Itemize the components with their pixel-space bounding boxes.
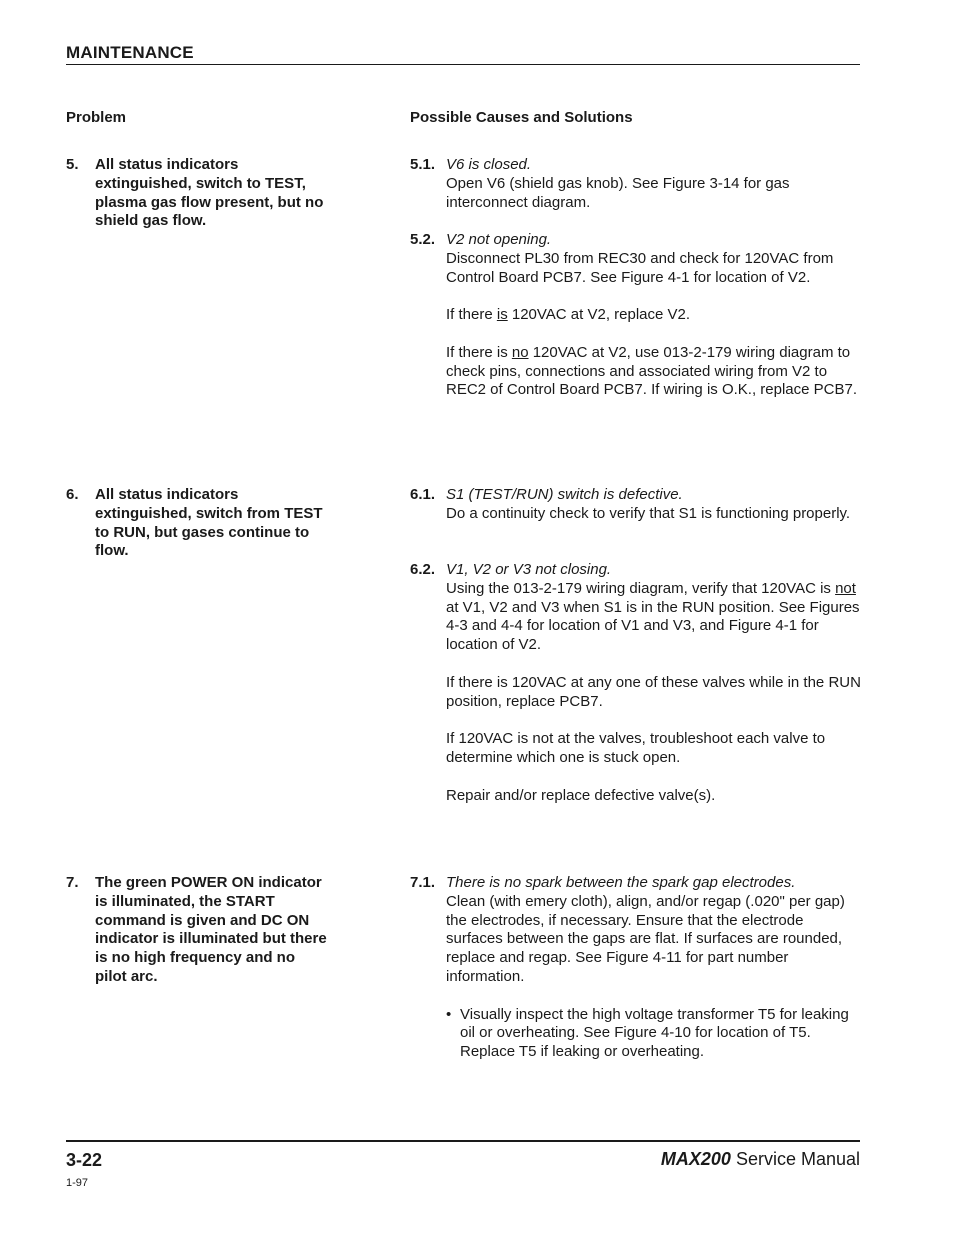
cause-5-2 [410,231,862,400]
causes-column-heading: Possible Causes and Solutions [410,109,633,126]
cause-number: 6.2. [410,561,436,578]
page-number: 3-22 [66,1150,103,1170]
manual-title [661,1149,860,1170]
problem-7 [66,874,328,987]
cause-6-2 [410,561,862,805]
cause-title: V6 is closed. [446,156,532,173]
cause-paragraph: If there is no 120VAC at V2, use 013-2-179 wiring diagram to check pins, connections and associated wiring from V2 to REC2 of Control Board PCB7. If wiring is O.K., replace PCB7. [446,343,857,399]
problem-text: All status indicators extinguished, switch to TEST, plasma gas flow present, but no shield gas flow. [95,156,324,230]
problem-number: 5. [66,156,79,173]
section-title: MAINTENANCE [66,43,194,62]
header-rule [66,64,860,65]
cause-number: 5.1. [410,156,436,173]
cause-paragraph: If there is 120VAC at any one of these valves while in the RUN position, replace PCB7. [446,673,861,710]
revision-date: 1-97 [66,1177,89,1189]
model-name: MAX200 [660,1149,731,1169]
cause-paragraph: Disconnect PL30 from REC30 and check for 120VAC from Control Board PCB7. See Figure 4-1 for location of V2. [446,249,834,286]
cause-title: V2 not opening. [446,231,552,248]
underlined-word: is [496,306,508,324]
cause-title: S1 (TEST/RUN) switch is defective. [446,486,683,503]
problem-number: 6. [66,486,79,503]
bullet-dot: • [446,1005,452,1023]
problem-text: All status indicators extinguished, switch from TEST to RUN, but gases continue to flow. [95,486,323,560]
cause-title: There is no spark between the spark gap electrodes. [446,874,796,891]
cause-number: 5.2. [410,231,436,248]
cause-paragraph: Repair and/or replace defective valve(s). [446,786,716,804]
cause-number: 7.1. [410,874,436,891]
problem-column-heading: Problem [66,109,127,126]
cause-6-1 [410,486,862,524]
cause-paragraph: If there is 120VAC at V2, replace V2. [446,306,691,324]
cause-paragraph: Do a continuity check to verify that S1 is functioning properly. [446,504,851,522]
cause-7-1 [410,874,862,1062]
problem-number: 7. [66,874,79,891]
cause-title: V1, V2 or V3 not closing. [446,561,612,578]
underlined-word: not [835,579,856,597]
cause-number: 6.1. [410,486,436,503]
cause-5-1 [410,156,862,212]
bullet-item [446,1006,862,1062]
bullet-text: Visually inspect the high voltage transformer T5 for leaking oil or overheating. See Figure 4-10 for location of T5. Replace T5 if leaking or overheating. [460,1005,849,1061]
problem-6 [66,486,328,561]
problem-text: The green POWER ON indicator is illuminated, the START command is given and DC ON indicator is illuminated but there is no high frequency and no pilot arc. [95,874,327,985]
problem-5 [66,156,328,231]
manual-name: Service Manual [730,1149,860,1169]
cause-paragraph: Clean (with emery cloth), align, and/or regap (.020" per gap) the electrodes, if necessary. Ensure that the electrode surfaces between the gaps are flat. If surfaces are rounded, replace and regap. See Figure 4-11 for part number information. [446,892,845,985]
underlined-word: no [511,343,529,361]
cause-paragraph: Open V6 (shield gas knob). See Figure 3-14 for gas interconnect diagram. [446,174,790,211]
cause-paragraph: Using the 013-2-179 wiring diagram, verify that 120VAC is not at V1, V2 and V3 when S1 is in the RUN position. See Figures 4-3 and 4-4 for location of V1 and V3, and Figure 4-1 for location of V2. [446,579,860,654]
cause-paragraph: If 120VAC is not at the valves, troubleshoot each valve to determine which one is stuck open. [446,730,826,766]
footer-rule [66,1140,860,1142]
